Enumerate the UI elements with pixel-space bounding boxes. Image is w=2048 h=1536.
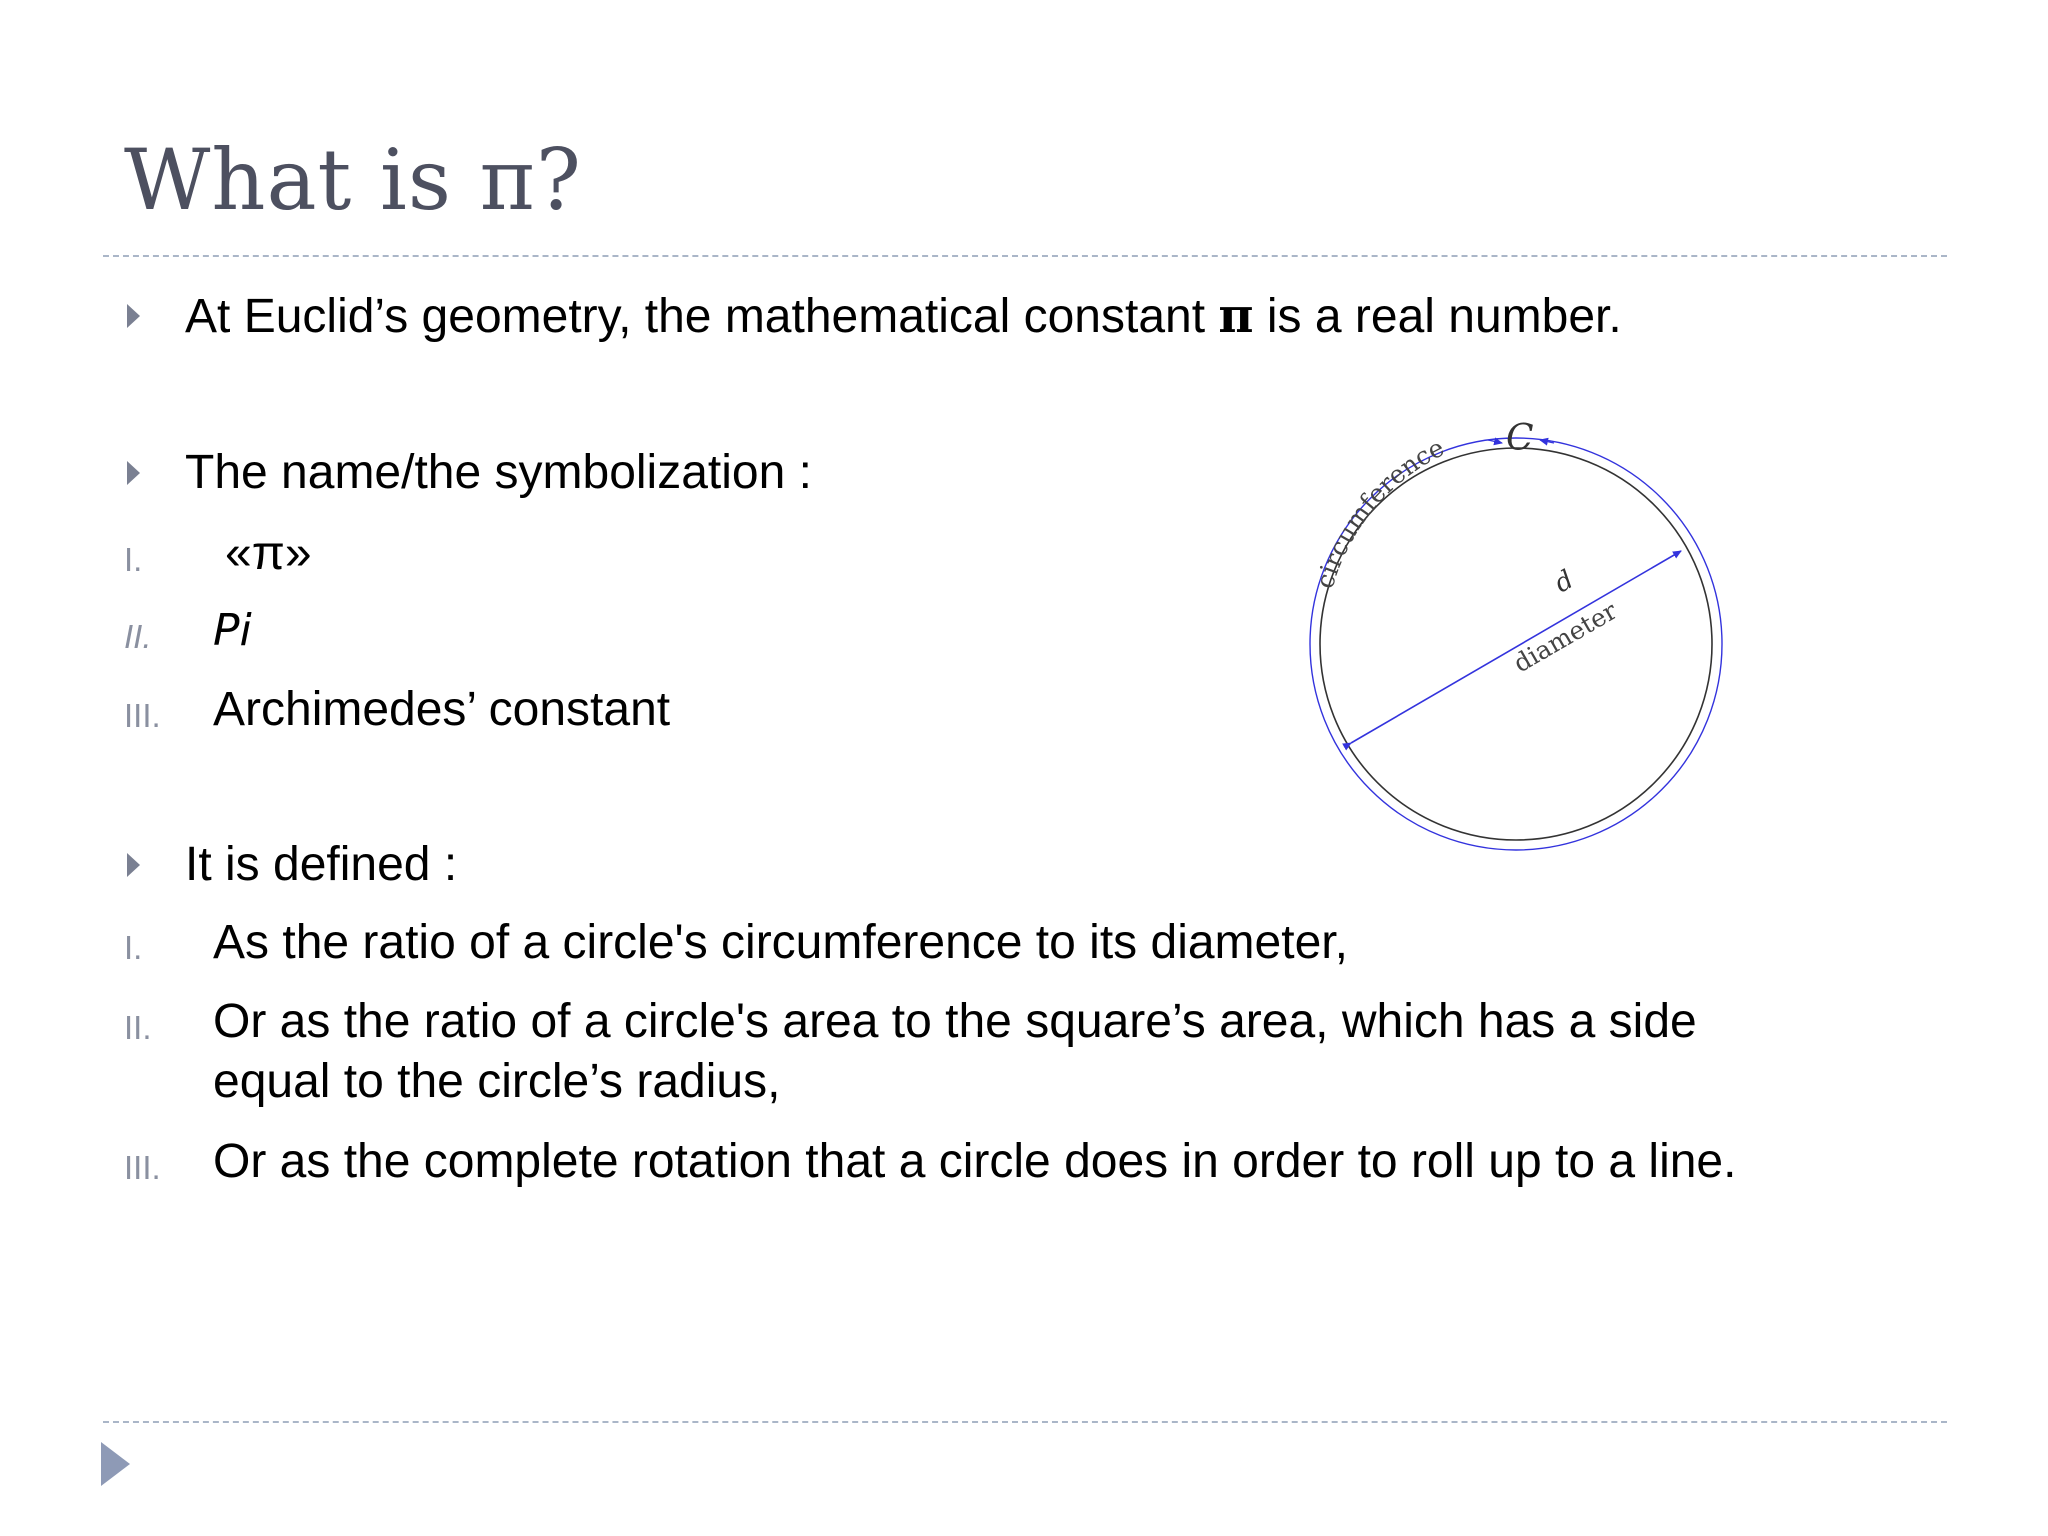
bullet-name-symbolization: The name/the symbolization : [185,446,812,499]
list-number: II. [124,1009,152,1046]
footer-divider [103,1421,1947,1423]
title-divider [103,255,1947,257]
definition-rotation: Or as the complete rotation that a circle does in order to roll up to a line. [213,1135,1737,1188]
list-item-pi-name: Pi [213,605,252,656]
definition-area-line2: equal to the circle’s radius, [213,1055,781,1108]
list-number: I. [124,541,143,578]
next-slide-arrow-icon[interactable] [101,1442,130,1486]
list-item-archimedes: Archimedes’ constant [213,683,671,736]
definition-area-line1: Or as the ratio of a circle's area to the square’s area, which has a side [213,995,1697,1048]
bullet-defined: It is defined : [185,838,458,891]
diameter-line [1351,551,1681,743]
list-number: III. [124,1149,161,1186]
circumference-c-label: C [1506,418,1534,459]
definition-circumference: As the ratio of a circle's circumference to its diameter, [213,916,1348,969]
circle-diagram [1270,400,1770,880]
diameter-label: diameter [1508,595,1622,679]
diameter-d-label: d [1549,564,1579,600]
list-number: II. [124,618,152,655]
bullet-arrow-icon [127,304,140,328]
circumference-arc [1310,438,1722,850]
list-item-pi-symbol: «π» [225,527,312,580]
list-number: I. [124,929,143,966]
bullet-euclid [185,288,1622,344]
bullet-euclid-text-end: is a real number. [1253,290,1622,343]
slide-title: What is π? [124,131,582,229]
list-number: III. [124,697,161,734]
bullet-arrow-icon [127,853,140,877]
bullet-euclid-text: At Euclid’s geometry, the mathematical constant [185,290,1219,343]
circumference-label: circumference [1309,432,1449,592]
pi-symbol: π [1218,288,1254,344]
bullet-arrow-icon [127,461,140,485]
